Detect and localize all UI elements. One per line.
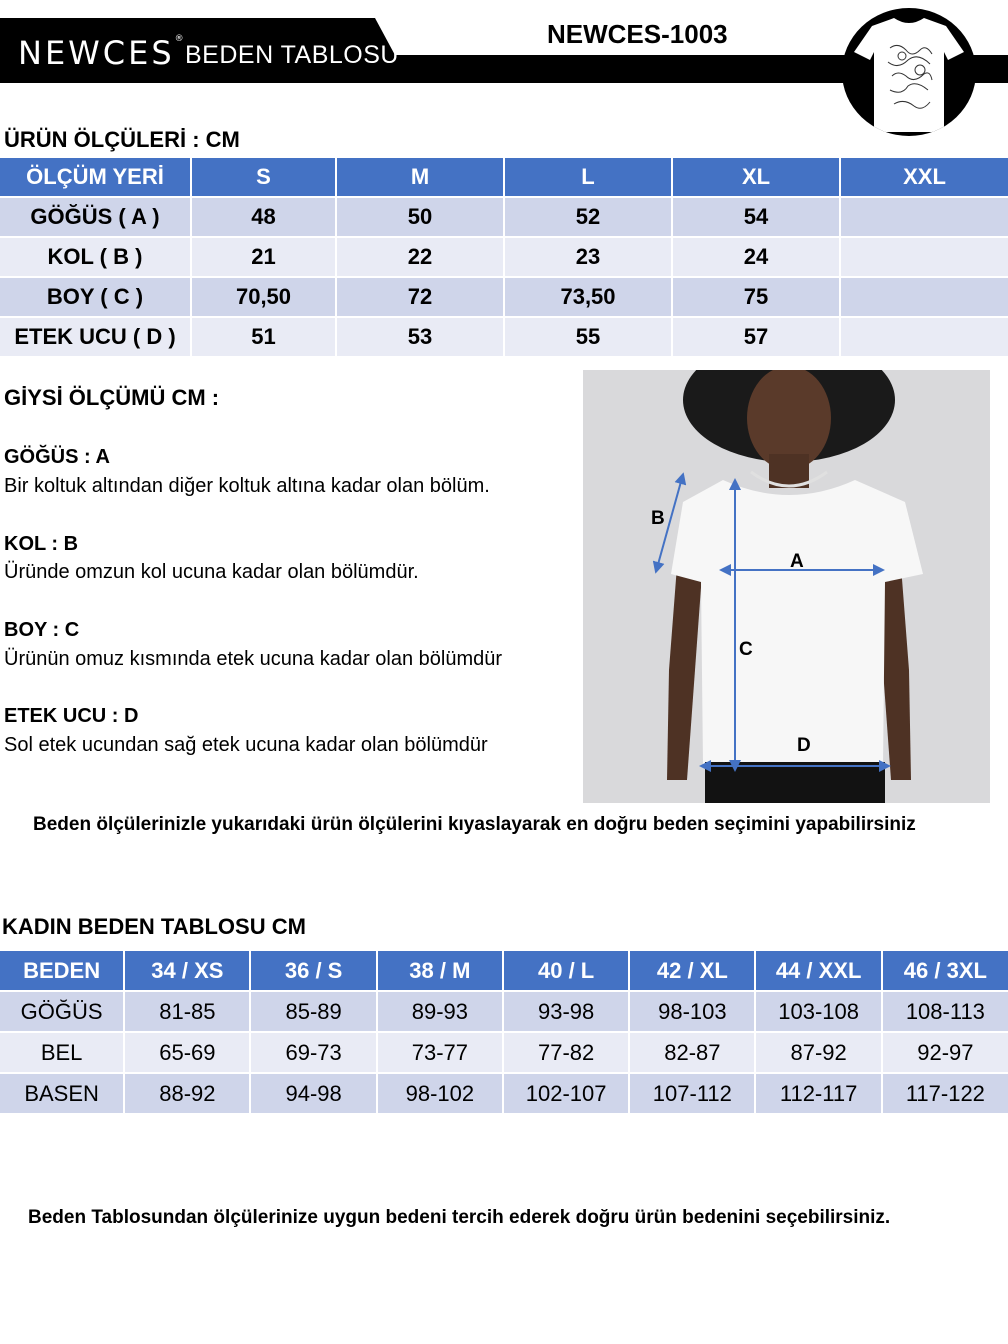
tshirt-thumbnail-icon xyxy=(842,8,976,136)
measure-desc-sleeve: Üründe omzun kol ucuna kadar olan bölümdür. xyxy=(4,561,419,583)
table-cell: 85-89 xyxy=(251,992,375,1031)
table-row xyxy=(0,278,1008,316)
table-cell: 92-97 xyxy=(883,1033,1008,1072)
header-cell: 42 / XL xyxy=(630,951,754,990)
brand-logo: NEWCES® xyxy=(18,34,184,72)
table-cell: 94-98 xyxy=(251,1074,375,1113)
table-cell: 54 xyxy=(673,198,839,236)
header-cell: S xyxy=(192,158,335,196)
table-cell: 52 xyxy=(505,198,671,236)
header-cell: 40 / L xyxy=(504,951,628,990)
measure-label-length: BOY : C xyxy=(4,619,80,641)
measure-label-sleeve: KOL : B xyxy=(4,533,79,555)
table-row xyxy=(0,992,1008,1031)
table-cell: 22 xyxy=(337,238,503,276)
table-cell: 65-69 xyxy=(125,1033,249,1072)
table-row xyxy=(0,318,1008,356)
table-cell: 23 xyxy=(505,238,671,276)
measure-label-hem: ETEK UCU : D xyxy=(4,705,139,727)
women-size-table xyxy=(0,949,1008,1115)
table-cell: 117-122 xyxy=(883,1074,1008,1113)
diagram-label-b: B xyxy=(651,508,665,529)
header-cell: 38 / M xyxy=(378,951,502,990)
table-cell: ETEK UCU ( D ) xyxy=(0,318,190,356)
table-cell: 89-93 xyxy=(378,992,502,1031)
table-cell: BOY ( C ) xyxy=(0,278,190,316)
table-cell: 98-103 xyxy=(630,992,754,1031)
header-cell: 46 / 3XL xyxy=(883,951,1008,990)
table-cell: 75 xyxy=(673,278,839,316)
table-cell: 112-117 xyxy=(756,1074,880,1113)
header-subtitle: BEDEN TABLOSU xyxy=(185,41,399,69)
size-advice-note: Beden ölçülerinizle yukarıdaki ürün ölçülerini kıyaslayarak en doğru beden seçimini yapabilirsiniz xyxy=(33,814,916,835)
table-row xyxy=(0,1074,1008,1113)
measure-desc-length: Ürünün omuz kısmında etek ucuna kadar olan bölümdür xyxy=(4,648,503,670)
table-row xyxy=(0,238,1008,276)
table-cell: 77-82 xyxy=(504,1033,628,1072)
table-cell: 103-108 xyxy=(756,992,880,1031)
table-cell: KOL ( B ) xyxy=(0,238,190,276)
table-cell xyxy=(841,278,1008,316)
table-cell xyxy=(841,238,1008,276)
table-cell: 57 xyxy=(673,318,839,356)
table-cell: GÖĞÜS xyxy=(0,992,123,1031)
table-cell xyxy=(841,318,1008,356)
table-cell: BASEN xyxy=(0,1074,123,1113)
product-code: NEWCES-1003 xyxy=(547,19,728,49)
table-row xyxy=(0,198,1008,236)
table-cell: 108-113 xyxy=(883,992,1008,1031)
table-cell: 73,50 xyxy=(505,278,671,316)
header-cell: 44 / XXL xyxy=(756,951,880,990)
table-header-row xyxy=(0,158,1008,196)
header-cell: 36 / S xyxy=(251,951,375,990)
table-header-row xyxy=(0,951,1008,990)
ellipsis-icon: … xyxy=(980,42,994,58)
header-cell: XL xyxy=(673,158,839,196)
size-table-note: Beden Tablosundan ölçülerinize uygun bedeni tercih ederek doğru ürün bedenini seçebilirsiniz. xyxy=(28,1207,891,1228)
table-cell: 81-85 xyxy=(125,992,249,1031)
table-cell: 87-92 xyxy=(756,1033,880,1072)
table-cell: 88-92 xyxy=(125,1074,249,1113)
table-cell: 24 xyxy=(673,238,839,276)
header-cell: XXL xyxy=(841,158,1008,196)
table-cell: 53 xyxy=(337,318,503,356)
header-cell: M xyxy=(337,158,503,196)
diagram-label-d: D xyxy=(797,735,811,756)
table-cell: 55 xyxy=(505,318,671,356)
table-cell: 72 xyxy=(337,278,503,316)
table-cell: 73-77 xyxy=(378,1033,502,1072)
header-cell: L xyxy=(505,158,671,196)
table-cell: GÖĞÜS ( A ) xyxy=(0,198,190,236)
product-table-title: ÜRÜN ÖLÇÜLERİ : CM xyxy=(4,127,240,152)
table-cell: 82-87 xyxy=(630,1033,754,1072)
table-cell: 50 xyxy=(337,198,503,236)
table-cell: 21 xyxy=(192,238,335,276)
header-cell: 34 / XS xyxy=(125,951,249,990)
garment-section-title: GİYSİ ÖLÇÜMÜ CM : xyxy=(4,385,220,410)
measure-desc-hem: Sol etek ucundan sağ etek ucuna kadar olan bölümdür xyxy=(4,734,488,756)
header-cell: ÖLÇÜM YERİ xyxy=(0,158,190,196)
diagram-label-a: A xyxy=(790,551,804,572)
product-measurements-table xyxy=(0,156,1008,358)
women-table-title: KADIN BEDEN TABLOSU CM xyxy=(2,914,306,939)
measure-desc-chest: Bir koltuk altından diğer koltuk altına kadar olan bölüm. xyxy=(4,475,490,497)
table-cell: 70,50 xyxy=(192,278,335,316)
table-cell: 107-112 xyxy=(630,1074,754,1113)
table-cell: 98-102 xyxy=(378,1074,502,1113)
header-cell: BEDEN xyxy=(0,951,123,990)
table-cell: 48 xyxy=(192,198,335,236)
table-cell: BEL xyxy=(0,1033,123,1072)
diagram-label-c: C xyxy=(739,639,753,660)
table-cell: 69-73 xyxy=(251,1033,375,1072)
table-row xyxy=(0,1033,1008,1072)
table-cell: 93-98 xyxy=(504,992,628,1031)
model-photo xyxy=(583,370,990,803)
table-cell: 102-107 xyxy=(504,1074,628,1113)
measure-label-chest: GÖĞÜS : A xyxy=(4,446,110,468)
table-cell xyxy=(841,198,1008,236)
table-cell: 51 xyxy=(192,318,335,356)
